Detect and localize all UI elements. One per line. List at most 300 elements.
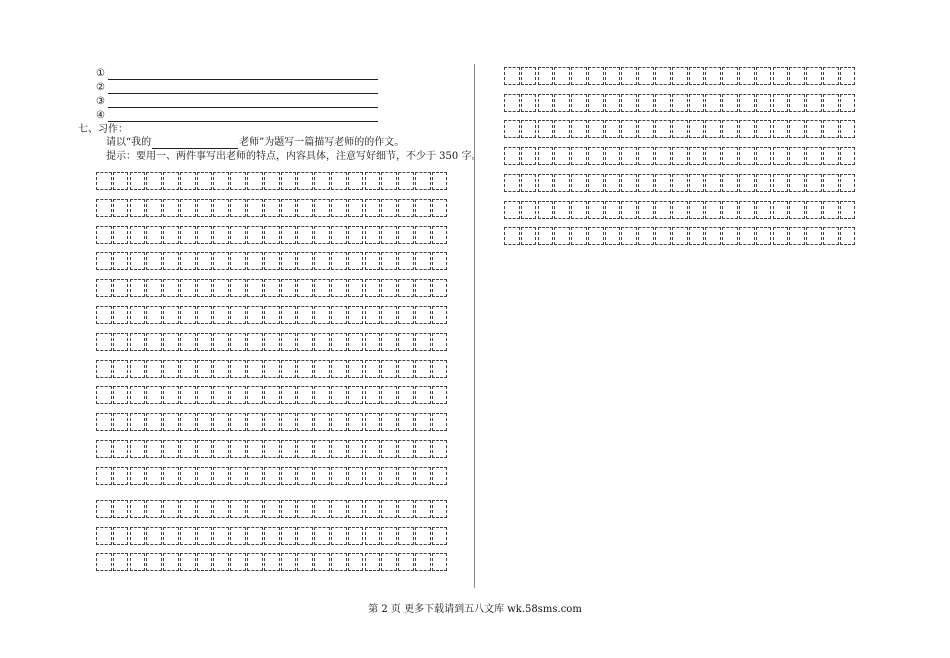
grid-cell bbox=[297, 440, 313, 458]
grid-cell bbox=[163, 553, 179, 571]
grid-row bbox=[504, 120, 856, 138]
grid-cell bbox=[113, 440, 129, 458]
grid-cell bbox=[705, 67, 721, 85]
grid-cell bbox=[398, 500, 414, 518]
grid-cell bbox=[314, 413, 330, 431]
grid-cell bbox=[197, 467, 213, 485]
grid-cell bbox=[655, 120, 671, 138]
grid-cell bbox=[281, 440, 297, 458]
grid-cell bbox=[163, 360, 179, 378]
grid-cell bbox=[96, 279, 112, 297]
grid-cell bbox=[96, 333, 112, 351]
grid-cell bbox=[806, 67, 822, 85]
grid-cell bbox=[348, 279, 364, 297]
grid-cell bbox=[381, 172, 397, 190]
grid-cell bbox=[722, 174, 738, 192]
grid-cell bbox=[538, 67, 554, 85]
grid-cell bbox=[789, 147, 805, 165]
column-divider bbox=[474, 64, 475, 588]
grid-cell bbox=[197, 279, 213, 297]
grid-cell bbox=[655, 227, 671, 245]
grid-cell bbox=[554, 227, 570, 245]
grid-cell bbox=[806, 174, 822, 192]
grid-cell bbox=[538, 201, 554, 219]
grid-cell bbox=[163, 279, 179, 297]
grid-cell bbox=[689, 94, 705, 112]
grid-cell bbox=[398, 172, 414, 190]
grid-cell bbox=[672, 201, 688, 219]
grid-cell bbox=[773, 227, 789, 245]
grid-cell bbox=[213, 413, 229, 431]
grid-row bbox=[96, 527, 448, 545]
grid-cell bbox=[521, 201, 537, 219]
grid-cell bbox=[197, 306, 213, 324]
grid-cell bbox=[96, 386, 112, 404]
grid-cell bbox=[96, 226, 112, 244]
grid-cell bbox=[113, 279, 129, 297]
grid-cell bbox=[297, 172, 313, 190]
answer-line-3 bbox=[96, 95, 378, 108]
grid-cell bbox=[365, 440, 381, 458]
grid-cell bbox=[381, 333, 397, 351]
grid-cell bbox=[365, 527, 381, 545]
grid-cell bbox=[538, 174, 554, 192]
grid-row bbox=[96, 333, 448, 351]
grid-cell bbox=[504, 174, 520, 192]
grid-cell bbox=[247, 252, 263, 270]
grid-cell bbox=[638, 94, 654, 112]
grid-cell bbox=[840, 94, 856, 112]
grid-cell bbox=[163, 199, 179, 217]
grid-cell bbox=[398, 553, 414, 571]
grid-cell bbox=[113, 226, 129, 244]
grid-cell bbox=[789, 67, 805, 85]
grid-cell bbox=[96, 252, 112, 270]
grid-cell bbox=[130, 226, 146, 244]
grid-cell bbox=[823, 147, 839, 165]
grid-cell bbox=[314, 199, 330, 217]
grid-cell bbox=[180, 306, 196, 324]
grid-cell bbox=[432, 172, 448, 190]
grid-cell bbox=[432, 279, 448, 297]
answer-blank-line bbox=[108, 68, 378, 80]
grid-cell bbox=[96, 360, 112, 378]
grid-cell bbox=[180, 333, 196, 351]
grid-cell bbox=[247, 333, 263, 351]
grid-cell bbox=[722, 147, 738, 165]
grid-cell bbox=[521, 227, 537, 245]
grid-cell bbox=[588, 147, 604, 165]
grid-cell bbox=[348, 172, 364, 190]
grid-cell bbox=[213, 279, 229, 297]
grid-cell bbox=[365, 467, 381, 485]
grid-cell bbox=[230, 226, 246, 244]
grid-cell bbox=[415, 252, 431, 270]
grid-cell bbox=[672, 147, 688, 165]
grid-cell bbox=[264, 440, 280, 458]
grid-cell bbox=[197, 199, 213, 217]
grid-cell bbox=[588, 67, 604, 85]
grid-cell bbox=[113, 252, 129, 270]
grid-cell bbox=[314, 386, 330, 404]
grid-cell bbox=[146, 226, 162, 244]
grid-cell bbox=[130, 306, 146, 324]
grid-cell bbox=[331, 413, 347, 431]
grid-cell bbox=[432, 226, 448, 244]
grid-cell bbox=[840, 147, 856, 165]
grid-cell bbox=[314, 440, 330, 458]
grid-cell bbox=[163, 333, 179, 351]
grid-cell bbox=[432, 553, 448, 571]
grid-cell bbox=[381, 467, 397, 485]
grid-cell bbox=[756, 174, 772, 192]
grid-cell bbox=[605, 120, 621, 138]
grid-cell bbox=[264, 500, 280, 518]
grid-cell bbox=[398, 252, 414, 270]
grid-cell bbox=[348, 252, 364, 270]
grid-cell bbox=[348, 413, 364, 431]
grid-cell bbox=[705, 227, 721, 245]
grid-cell bbox=[538, 147, 554, 165]
grid-cell bbox=[113, 306, 129, 324]
grid-cell bbox=[247, 226, 263, 244]
grid-cell bbox=[230, 467, 246, 485]
grid-cell bbox=[605, 94, 621, 112]
grid-cell bbox=[823, 201, 839, 219]
grid-cell bbox=[415, 527, 431, 545]
grid-cell bbox=[365, 333, 381, 351]
answer-line-2 bbox=[96, 81, 378, 94]
writing-instruction bbox=[106, 137, 404, 149]
grid-cell bbox=[331, 199, 347, 217]
grid-cell bbox=[789, 120, 805, 138]
grid-row bbox=[96, 252, 448, 270]
grid-cell bbox=[331, 333, 347, 351]
grid-cell bbox=[314, 226, 330, 244]
grid-cell bbox=[504, 227, 520, 245]
grid-cell bbox=[348, 527, 364, 545]
grid-cell bbox=[689, 174, 705, 192]
grid-cell bbox=[314, 279, 330, 297]
grid-cell bbox=[264, 226, 280, 244]
grid-cell bbox=[588, 201, 604, 219]
grid-cell bbox=[789, 201, 805, 219]
grid-cell bbox=[230, 333, 246, 351]
grid-cell bbox=[381, 199, 397, 217]
grid-cell bbox=[297, 252, 313, 270]
grid-cell bbox=[398, 199, 414, 217]
writing-hint: 提示：要用一、两件事写出老师的特点，内容具体，注意写好细节，不少于 350 字。 bbox=[106, 151, 482, 162]
grid-cell bbox=[113, 413, 129, 431]
grid-cell bbox=[415, 333, 431, 351]
grid-cell bbox=[230, 360, 246, 378]
grid-cell bbox=[180, 360, 196, 378]
grid-cell bbox=[247, 279, 263, 297]
grid-row bbox=[96, 467, 448, 485]
grid-cell bbox=[621, 227, 637, 245]
grid-cell bbox=[130, 500, 146, 518]
grid-cell bbox=[113, 500, 129, 518]
grid-cell bbox=[365, 413, 381, 431]
grid-cell bbox=[314, 527, 330, 545]
grid-cell bbox=[130, 333, 146, 351]
grid-cell bbox=[197, 333, 213, 351]
grid-cell bbox=[689, 67, 705, 85]
grid-cell bbox=[264, 467, 280, 485]
grid-cell bbox=[621, 94, 637, 112]
grid-cell bbox=[689, 120, 705, 138]
grid-cell bbox=[588, 227, 604, 245]
grid-cell bbox=[381, 226, 397, 244]
grid-cell bbox=[381, 553, 397, 571]
grid-cell bbox=[739, 174, 755, 192]
grid-cell bbox=[638, 67, 654, 85]
grid-row bbox=[504, 94, 856, 112]
grid-cell bbox=[504, 201, 520, 219]
grid-cell bbox=[739, 67, 755, 85]
grid-cell bbox=[398, 413, 414, 431]
answer-marker: ③ bbox=[96, 96, 105, 107]
grid-cell bbox=[130, 527, 146, 545]
grid-cell bbox=[163, 527, 179, 545]
grid-cell bbox=[331, 527, 347, 545]
grid-cell bbox=[146, 360, 162, 378]
grid-cell bbox=[415, 279, 431, 297]
grid-cell bbox=[554, 147, 570, 165]
grid-cell bbox=[213, 527, 229, 545]
grid-cell bbox=[130, 360, 146, 378]
grid-cell bbox=[588, 174, 604, 192]
grid-cell bbox=[130, 199, 146, 217]
grid-cell bbox=[163, 226, 179, 244]
grid-cell bbox=[348, 440, 364, 458]
grid-cell bbox=[365, 386, 381, 404]
grid-cell bbox=[588, 120, 604, 138]
grid-cell bbox=[297, 553, 313, 571]
grid-row bbox=[504, 201, 856, 219]
grid-cell bbox=[739, 147, 755, 165]
grid-cell bbox=[247, 306, 263, 324]
grid-cell bbox=[264, 413, 280, 431]
grid-row bbox=[96, 226, 448, 244]
grid-cell bbox=[504, 94, 520, 112]
grid-cell bbox=[398, 306, 414, 324]
grid-cell bbox=[146, 172, 162, 190]
grid-cell bbox=[365, 226, 381, 244]
page-footer: 第 2 页 更多下载请到五八文库 wk.58sms.com bbox=[368, 604, 582, 615]
grid-cell bbox=[571, 120, 587, 138]
grid-cell bbox=[180, 553, 196, 571]
grid-cell bbox=[840, 67, 856, 85]
grid-cell bbox=[163, 413, 179, 431]
grid-cell bbox=[314, 360, 330, 378]
grid-cell bbox=[773, 67, 789, 85]
grid-cell bbox=[264, 199, 280, 217]
grid-cell bbox=[655, 201, 671, 219]
grid-cell bbox=[756, 120, 772, 138]
grid-cell bbox=[381, 252, 397, 270]
grid-cell bbox=[230, 440, 246, 458]
grid-cell bbox=[146, 386, 162, 404]
grid-cell bbox=[348, 553, 364, 571]
grid-cell bbox=[96, 172, 112, 190]
grid-row bbox=[504, 147, 856, 165]
grid-cell bbox=[415, 306, 431, 324]
grid-cell bbox=[146, 413, 162, 431]
grid-cell bbox=[605, 174, 621, 192]
grid-cell bbox=[521, 147, 537, 165]
grid-cell bbox=[180, 279, 196, 297]
grid-cell bbox=[365, 360, 381, 378]
grid-cell bbox=[281, 226, 297, 244]
grid-cell bbox=[348, 226, 364, 244]
grid-cell bbox=[588, 94, 604, 112]
grid-cell bbox=[314, 172, 330, 190]
grid-cell bbox=[331, 440, 347, 458]
grid-cell bbox=[281, 172, 297, 190]
grid-cell bbox=[554, 67, 570, 85]
grid-cell bbox=[655, 67, 671, 85]
grid-cell bbox=[281, 500, 297, 518]
grid-cell bbox=[163, 500, 179, 518]
grid-cell bbox=[281, 360, 297, 378]
grid-cell bbox=[180, 467, 196, 485]
grid-cell bbox=[130, 440, 146, 458]
grid-cell bbox=[264, 252, 280, 270]
grid-cell bbox=[180, 199, 196, 217]
grid-cell bbox=[197, 226, 213, 244]
grid-cell bbox=[130, 413, 146, 431]
grid-row bbox=[96, 279, 448, 297]
grid-cell bbox=[432, 467, 448, 485]
grid-cell bbox=[264, 553, 280, 571]
grid-cell bbox=[655, 174, 671, 192]
grid-cell bbox=[504, 147, 520, 165]
grid-cell bbox=[213, 360, 229, 378]
answer-line-1 bbox=[96, 67, 378, 80]
grid-cell bbox=[672, 227, 688, 245]
grid-cell bbox=[163, 467, 179, 485]
grid-cell bbox=[247, 527, 263, 545]
grid-cell bbox=[331, 386, 347, 404]
grid-cell bbox=[605, 201, 621, 219]
grid-cell bbox=[130, 279, 146, 297]
grid-cell bbox=[163, 306, 179, 324]
grid-cell bbox=[621, 147, 637, 165]
grid-cell bbox=[213, 333, 229, 351]
grid-cell bbox=[432, 527, 448, 545]
grid-cell bbox=[789, 94, 805, 112]
grid-cell bbox=[689, 201, 705, 219]
grid-cell bbox=[348, 333, 364, 351]
grid-cell bbox=[96, 500, 112, 518]
grid-cell bbox=[348, 199, 364, 217]
grid-cell bbox=[365, 199, 381, 217]
grid-row bbox=[96, 306, 448, 324]
grid-cell bbox=[180, 226, 196, 244]
grid-cell bbox=[415, 440, 431, 458]
grid-cell bbox=[365, 172, 381, 190]
grid-cell bbox=[197, 553, 213, 571]
grid-cell bbox=[314, 252, 330, 270]
grid-cell bbox=[146, 252, 162, 270]
grid-cell bbox=[331, 172, 347, 190]
answer-blank-line bbox=[108, 96, 378, 108]
grid-cell bbox=[264, 360, 280, 378]
grid-cell bbox=[365, 279, 381, 297]
grid-cell bbox=[314, 500, 330, 518]
grid-cell bbox=[331, 360, 347, 378]
grid-cell bbox=[213, 199, 229, 217]
grid-cell bbox=[398, 386, 414, 404]
grid-cell bbox=[314, 553, 330, 571]
grid-cell bbox=[146, 467, 162, 485]
grid-cell bbox=[230, 172, 246, 190]
grid-cell bbox=[230, 413, 246, 431]
grid-cell bbox=[281, 527, 297, 545]
grid-cell bbox=[113, 467, 129, 485]
grid-cell bbox=[415, 199, 431, 217]
grid-cell bbox=[213, 500, 229, 518]
grid-cell bbox=[331, 500, 347, 518]
grid-cell bbox=[504, 67, 520, 85]
grid-cell bbox=[381, 440, 397, 458]
grid-cell bbox=[381, 500, 397, 518]
grid-cell bbox=[739, 201, 755, 219]
grid-cell bbox=[247, 440, 263, 458]
grid-cell bbox=[297, 386, 313, 404]
grid-row bbox=[96, 553, 448, 571]
grid-cell bbox=[281, 199, 297, 217]
grid-cell bbox=[247, 172, 263, 190]
grid-cell bbox=[806, 94, 822, 112]
grid-cell bbox=[521, 67, 537, 85]
grid-cell bbox=[415, 467, 431, 485]
grid-cell bbox=[281, 553, 297, 571]
grid-cell bbox=[247, 467, 263, 485]
grid-cell bbox=[638, 201, 654, 219]
grid-cell bbox=[689, 227, 705, 245]
answer-blank-line bbox=[108, 110, 378, 122]
grid-cell bbox=[230, 553, 246, 571]
grid-row bbox=[96, 500, 448, 518]
grid-cell bbox=[705, 174, 721, 192]
grid-row bbox=[504, 227, 856, 245]
grid-cell bbox=[180, 413, 196, 431]
grid-cell bbox=[113, 333, 129, 351]
grid-cell bbox=[230, 279, 246, 297]
grid-cell bbox=[571, 67, 587, 85]
grid-cell bbox=[823, 174, 839, 192]
grid-cell bbox=[823, 67, 839, 85]
grid-row bbox=[96, 199, 448, 217]
grid-cell bbox=[331, 279, 347, 297]
grid-cell bbox=[381, 306, 397, 324]
grid-cell bbox=[365, 252, 381, 270]
grid-cell bbox=[96, 440, 112, 458]
grid-cell bbox=[705, 147, 721, 165]
grid-cell bbox=[146, 306, 162, 324]
instruction-after: 老师”为题写一篇描写老师的的作文。 bbox=[239, 137, 405, 148]
grid-cell bbox=[432, 413, 448, 431]
grid-cell bbox=[180, 172, 196, 190]
grid-cell bbox=[146, 527, 162, 545]
grid-cell bbox=[197, 500, 213, 518]
grid-cell bbox=[806, 147, 822, 165]
grid-cell bbox=[331, 306, 347, 324]
grid-cell bbox=[432, 500, 448, 518]
grid-cell bbox=[264, 386, 280, 404]
